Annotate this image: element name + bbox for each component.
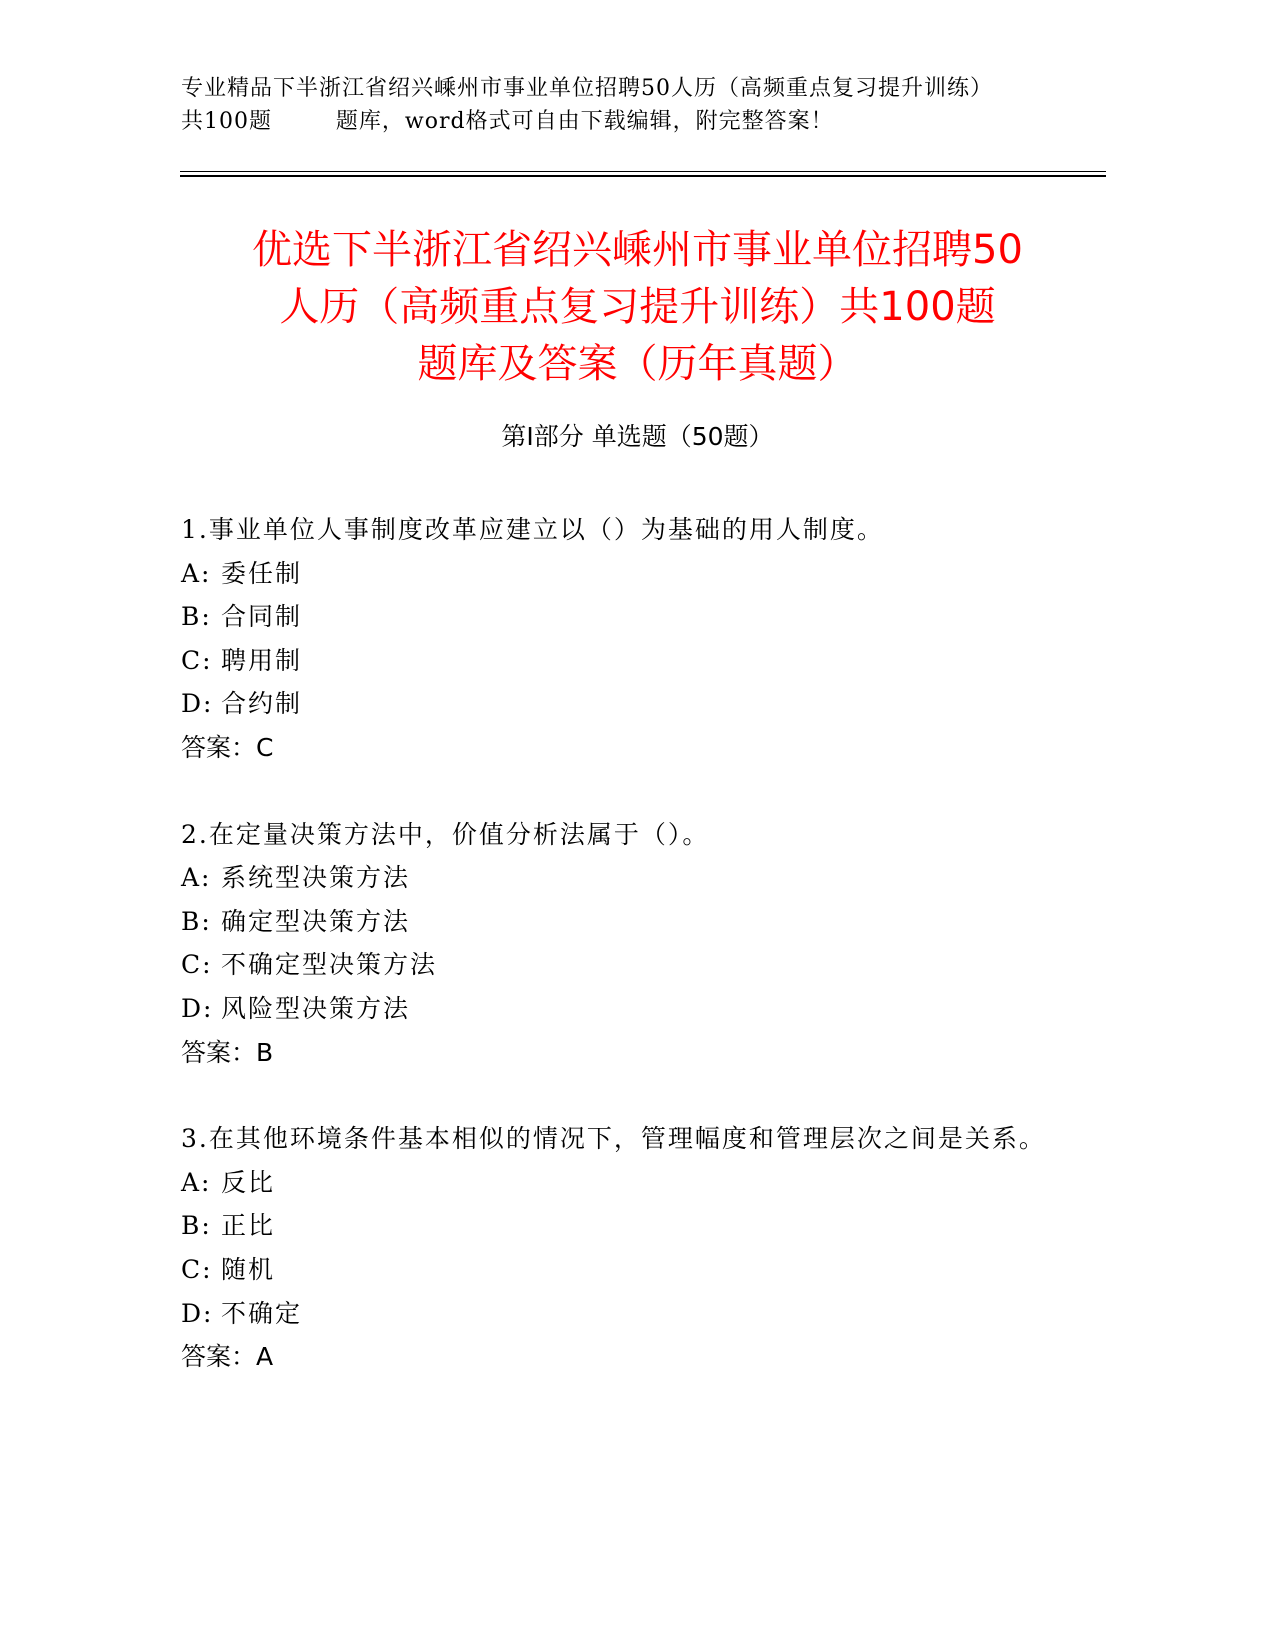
option-key: A: xyxy=(181,1167,212,1197)
option-text: 反比 xyxy=(221,1167,276,1197)
option-c xyxy=(181,943,1081,987)
option-text: 正比 xyxy=(221,1211,276,1241)
option-text: 系统型决策方法 xyxy=(221,863,411,893)
option-text: 确定型决策方法 xyxy=(221,906,411,936)
option-text: 不确定 xyxy=(221,1298,303,1328)
option-text: 委任制 xyxy=(221,558,303,588)
option-text: 随机 xyxy=(221,1254,276,1284)
option-c xyxy=(181,1248,1081,1292)
option-b xyxy=(181,595,1081,639)
option-a xyxy=(181,856,1081,900)
header-line-2: 共100题 题库，word格式可自由下载编辑，附完整答案！ xyxy=(181,109,834,134)
title-line-1: 优选下半浙江省绍兴嵊州市事业单位招聘50 xyxy=(252,227,1023,273)
document-title xyxy=(150,222,1125,393)
option-a xyxy=(181,552,1081,596)
page-header xyxy=(181,72,1081,138)
answer: 答案：B xyxy=(181,1037,274,1067)
question-2 xyxy=(181,813,1081,1075)
option-text: 合约制 xyxy=(221,689,303,719)
option-key: B: xyxy=(181,1211,212,1241)
option-d xyxy=(181,1292,1081,1336)
option-text: 聘用制 xyxy=(221,645,303,675)
option-key: C: xyxy=(181,950,213,980)
title-line-3: 题库及答案（历年真题） xyxy=(417,341,858,387)
question-stem: 3.在其他环境条件基本相似的情况下，管理幅度和管理层次之间是关系。 xyxy=(181,1124,1046,1154)
header-divider-thick xyxy=(180,175,1106,177)
option-key: D: xyxy=(181,689,214,719)
question-stem: 1.事业单位人事制度改革应建立以（）为基础的用人制度。 xyxy=(181,515,884,544)
option-key: C: xyxy=(181,1254,213,1284)
answer: 答案：A xyxy=(181,1342,274,1372)
option-key: D: xyxy=(181,1298,214,1328)
option-d xyxy=(181,682,1081,726)
option-c xyxy=(181,639,1081,683)
option-text: 风险型决策方法 xyxy=(221,993,411,1023)
question-1 xyxy=(181,508,1081,770)
question-3 xyxy=(181,1117,1081,1379)
option-b xyxy=(181,900,1081,944)
option-key: B: xyxy=(181,602,212,632)
title-line-2: 人历（高频重点复习提升训练）共100题 xyxy=(279,284,996,330)
option-key: A: xyxy=(181,558,212,588)
option-key: B: xyxy=(181,906,212,936)
section-title: 第Ⅰ部分 单选题（50题） xyxy=(501,422,774,451)
header-divider-thin xyxy=(180,171,1106,172)
option-text: 合同制 xyxy=(221,602,303,632)
option-a xyxy=(181,1161,1081,1205)
option-key: A: xyxy=(181,863,212,893)
option-d xyxy=(181,987,1081,1031)
option-key: C: xyxy=(181,645,213,675)
option-b xyxy=(181,1204,1081,1248)
option-text: 不确定型决策方法 xyxy=(221,950,438,980)
option-key: D: xyxy=(181,993,214,1023)
question-stem: 2.在定量决策方法中，价值分析法属于（）。 xyxy=(181,819,710,849)
answer: 答案：C xyxy=(181,732,274,762)
question-list xyxy=(181,508,1081,1422)
header-line-1: 专业精品下半浙江省绍兴嵊州市事业单位招聘50人历（高频重点复习提升训练） xyxy=(181,76,993,101)
